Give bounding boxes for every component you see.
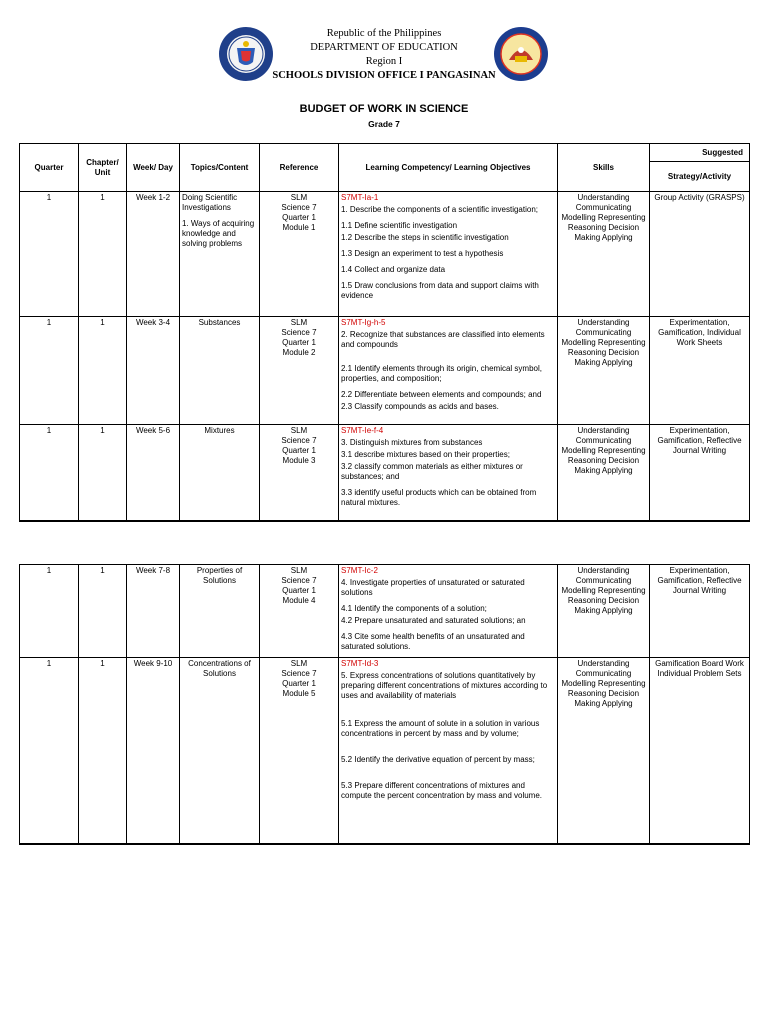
objective: 4.3 Cite some health benefits of an unsaturated and saturated solutions. (341, 632, 525, 651)
cell-competency (339, 565, 558, 658)
objective: 2.2 Differentiate between elements and compounds; and (341, 390, 542, 399)
col-header-week: Week/ Day (127, 144, 180, 192)
cell-quarter: 1 (20, 425, 79, 521)
col-header-skills: Skills (558, 144, 650, 192)
cell-week: Week 1-2 (127, 192, 180, 317)
col-header-reference: Reference (260, 144, 339, 192)
table-row (20, 425, 750, 521)
objective: 1.5 Draw conclusions from data and support claims with evidence (341, 281, 539, 300)
reference-line: Science 7 (281, 328, 317, 337)
cell-skills: Understanding Communicating Modelling Representing Reasoning Decision Making Applying (558, 425, 650, 521)
cell-competency (339, 192, 558, 317)
cell-competency (339, 425, 558, 521)
objective: 5. Express concentrations of solutions quantitatively by preparing different concentrations of mixtures according to uses and availability of materials (341, 671, 548, 700)
reference-line: Module 3 (282, 456, 316, 465)
table-row (20, 317, 750, 425)
cell-skills: Understanding Communicating Modelling Representing Reasoning Decision Making Applying (558, 658, 650, 844)
cell-chapter: 1 (79, 192, 127, 317)
cell-topic: Concentrations of Solutions (180, 658, 260, 844)
reference-line: Module 4 (282, 596, 316, 605)
objective: 1.3 Design an experiment to test a hypothesis (341, 249, 504, 258)
table-row (20, 192, 750, 317)
cell-reference (260, 425, 339, 521)
topic-sub: 1. Ways of acquiring knowledge and solving problems (182, 219, 255, 248)
header-line-deped: DEPARTMENT OF EDUCATION (310, 42, 458, 53)
objective: 1.2 Describe the steps in scientific investigation (341, 233, 509, 242)
cell-reference (260, 658, 339, 844)
cell-competency (339, 658, 558, 844)
cell-reference (260, 317, 339, 425)
reference-line: Quarter 1 (282, 586, 316, 595)
objective: 3.3 identify useful products which can be obtained from natural mixtures. (341, 488, 537, 507)
cell-week: Week 3-4 (127, 317, 180, 425)
document-title: BUDGET OF WORK IN SCIENCE (299, 103, 469, 115)
reference-line: Quarter 1 (282, 446, 316, 455)
cell-week: Week 7-8 (127, 565, 180, 658)
cell-strategy: Group Activity (GRASPS) (650, 192, 750, 317)
col-header-chapter: Chapter/ Unit (79, 144, 127, 192)
objective: 5.1 Express the amount of solute in a solution in various concentrations in percent by mass and by volume; (341, 719, 540, 738)
budget-of-work-table-part2 (19, 564, 750, 845)
cell-chapter: 1 (79, 565, 127, 658)
competency-code: S7MT-Ie-f-4 (341, 426, 384, 435)
reference-line: SLM (290, 426, 308, 435)
objective: 5.2 Identify the derivative equation of percent by mass; (341, 755, 535, 764)
cell-strategy: Experimentation, Gamification, Reflective Journal Writing (650, 565, 750, 658)
cell-topic: Properties of Solutions (180, 565, 260, 658)
objective: 2.3 Classify compounds as acids and bases. (341, 402, 499, 411)
reference-line: SLM (290, 318, 308, 327)
cell-chapter: 1 (79, 425, 127, 521)
objective: 2.1 Identify elements through its origin, chemical symbol, properties, and composition; (341, 364, 542, 383)
objective: 4.2 Prepare unsaturated and saturated solutions; an (341, 616, 526, 625)
reference-line: Quarter 1 (282, 679, 316, 688)
objective: 3. Distinguish mixtures from substances (341, 438, 483, 447)
table-row (20, 565, 750, 658)
reference-line: Science 7 (281, 576, 317, 585)
col-header-competency: Learning Competency/ Learning Objectives (339, 144, 558, 192)
col-header-suggested: Suggested (650, 144, 750, 162)
cell-week: Week 9-10 (127, 658, 180, 844)
reference-line: Quarter 1 (282, 338, 316, 347)
cell-reference (260, 565, 339, 658)
reference-line: Module 5 (282, 689, 316, 698)
reference-line: Module 2 (282, 348, 316, 357)
cell-strategy: Gamification Board Work Individual Problem Sets (650, 658, 750, 844)
topic-title: Doing Scientific Investigations (182, 193, 238, 212)
header-line-division: SCHOOLS DIVISION OFFICE I PANGASINAN (272, 70, 496, 81)
cell-strategy: Experimentation, Gamification, Individual Work Sheets (650, 317, 750, 425)
cell-topic: Substances (180, 317, 260, 425)
reference-line: Science 7 (281, 203, 317, 212)
reference-line: SLM (290, 566, 308, 575)
document-header (0, 0, 768, 100)
objective: 1.4 Collect and organize data (341, 265, 446, 274)
document-subtitle: Grade 7 (368, 119, 400, 129)
reference-line: Science 7 (281, 669, 317, 678)
col-header-strategy: Strategy/Activity (650, 162, 750, 192)
cell-quarter: 1 (20, 192, 79, 317)
competency-code: S7MT-Ia-1 (341, 193, 379, 202)
cell-strategy: Experimentation, Gamification, Reflective Journal Writing (650, 425, 750, 521)
reference-line: SLM (290, 193, 308, 202)
cell-chapter: 1 (79, 317, 127, 425)
objective: 5.3 Prepare different concentrations of mixtures and compute the percent concentration by mass and volume. (341, 781, 542, 800)
competency-code: S7MT-Ic-2 (341, 566, 378, 575)
competency-code: S7MT-Id-3 (341, 659, 379, 668)
budget-of-work-table-part1 (19, 143, 750, 522)
objective: 2. Recognize that substances are classified into elements and compounds (341, 330, 545, 349)
cell-skills: Understanding Communicating Modelling Representing Reasoning Decision Making Applying (558, 192, 650, 317)
col-header-topics: Topics/Content (180, 144, 260, 192)
reference-line: Science 7 (281, 436, 317, 445)
competency-code: S7MT-Ig-h-5 (341, 318, 386, 327)
header-line-region: Region I (365, 56, 403, 67)
objective: 1.1 Define scientific investigation (341, 221, 458, 230)
cell-quarter: 1 (20, 317, 79, 425)
objective: 3.2 classify common materials as either mixtures or substances; and (341, 462, 523, 481)
reference-line: SLM (290, 659, 308, 668)
cell-topic (180, 192, 260, 317)
cell-reference (260, 192, 339, 317)
header-line-republic: Republic of the Philippines (326, 28, 442, 39)
objective: 4.1 Identify the components of a solution; (341, 604, 487, 613)
table-row (20, 658, 750, 844)
cell-week: Week 5-6 (127, 425, 180, 521)
cell-skills: Understanding Communicating Modelling Representing Reasoning Decision Making Applying (558, 565, 650, 658)
reference-line: Module 1 (282, 223, 316, 232)
objective: 4. Investigate properties of unsaturated or saturated solutions (341, 578, 525, 597)
cell-quarter: 1 (20, 565, 79, 658)
reference-line: Quarter 1 (282, 213, 316, 222)
objective: 3.1 describe mixtures based on their properties; (341, 450, 510, 459)
cell-competency (339, 317, 558, 425)
cell-topic: Mixtures (180, 425, 260, 521)
objective: 1. Describe the components of a scientific investigation; (341, 205, 538, 214)
col-header-quarter: Quarter (20, 144, 79, 192)
cell-skills: Understanding Communicating Modelling Representing Reasoning Decision Making Applying (558, 317, 650, 425)
cell-quarter: 1 (20, 658, 79, 844)
cell-chapter: 1 (79, 658, 127, 844)
